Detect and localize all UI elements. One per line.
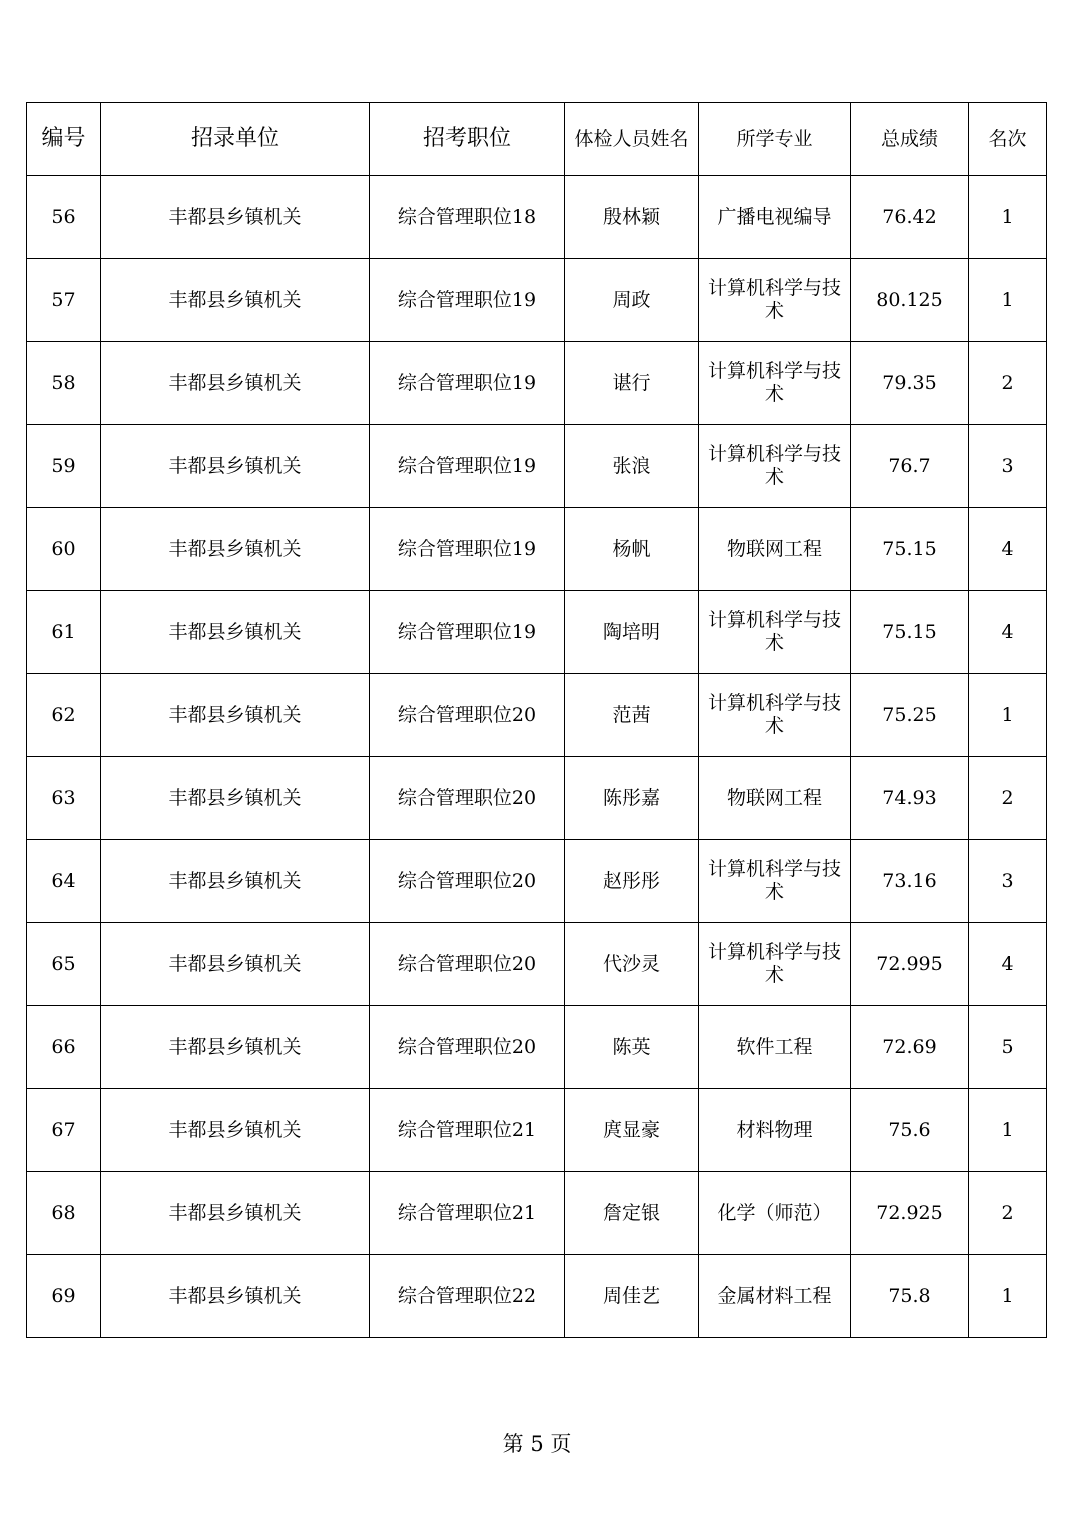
cell-rank: 1 [969,674,1047,757]
cell-recruiting-unit: 丰都县乡镇机关 [101,757,370,840]
table-row [27,1006,1047,1089]
table-row [27,1255,1047,1338]
cell-number: 68 [27,1172,101,1255]
cell-total-score: 75.8 [851,1255,969,1338]
cell-rank: 2 [969,342,1047,425]
cell-recruiting-unit: 丰都县乡镇机关 [101,176,370,259]
cell-total-score: 72.995 [851,923,969,1006]
cell-rank: 2 [969,1172,1047,1255]
cell-position: 综合管理职位21 [370,1089,565,1172]
header-recruiting-unit: 招录单位 [101,103,370,176]
table-row [27,176,1047,259]
cell-number: 58 [27,342,101,425]
cell-recruiting-unit: 丰都县乡镇机关 [101,425,370,508]
cell-total-score: 72.925 [851,1172,969,1255]
header-major: 所学专业 [699,103,851,176]
cell-recruiting-unit: 丰都县乡镇机关 [101,591,370,674]
cell-examinee-name: 陶培明 [565,591,699,674]
results-table [26,102,1047,1338]
cell-number: 59 [27,425,101,508]
cell-examinee-name: 杨帆 [565,508,699,591]
cell-major: 计算机科学与技术 [699,923,851,1006]
header-total-score: 总成绩 [851,103,969,176]
cell-recruiting-unit: 丰都县乡镇机关 [101,923,370,1006]
cell-examinee-name: 庹显豪 [565,1089,699,1172]
cell-number: 66 [27,1006,101,1089]
page-number: 第 5 页 [502,1432,572,1456]
cell-total-score: 76.42 [851,176,969,259]
cell-total-score: 73.16 [851,840,969,923]
cell-number: 62 [27,674,101,757]
cell-rank: 3 [969,840,1047,923]
cell-examinee-name: 詹定银 [565,1172,699,1255]
cell-recruiting-unit: 丰都县乡镇机关 [101,1006,370,1089]
cell-number: 65 [27,923,101,1006]
cell-total-score: 72.69 [851,1006,969,1089]
cell-major: 广播电视编导 [699,176,851,259]
header-number: 编号 [27,103,101,176]
table-row [27,840,1047,923]
cell-major: 软件工程 [699,1006,851,1089]
cell-number: 57 [27,259,101,342]
cell-rank: 1 [969,1255,1047,1338]
cell-major: 材料物理 [699,1089,851,1172]
cell-examinee-name: 范茜 [565,674,699,757]
cell-recruiting-unit: 丰都县乡镇机关 [101,1089,370,1172]
header-rank: 名次 [969,103,1047,176]
cell-recruiting-unit: 丰都县乡镇机关 [101,674,370,757]
cell-major: 金属材料工程 [699,1255,851,1338]
cell-total-score: 76.7 [851,425,969,508]
cell-recruiting-unit: 丰都县乡镇机关 [101,259,370,342]
cell-rank: 2 [969,757,1047,840]
cell-major: 物联网工程 [699,508,851,591]
cell-examinee-name: 代沙灵 [565,923,699,1006]
cell-position: 综合管理职位20 [370,840,565,923]
table-row [27,342,1047,425]
cell-recruiting-unit: 丰都县乡镇机关 [101,342,370,425]
cell-examinee-name: 殷林颖 [565,176,699,259]
cell-position: 综合管理职位20 [370,923,565,1006]
cell-major: 计算机科学与技术 [699,342,851,425]
cell-total-score: 80.125 [851,259,969,342]
cell-number: 64 [27,840,101,923]
header-position: 招考职位 [370,103,565,176]
cell-examinee-name: 周佳艺 [565,1255,699,1338]
cell-position: 综合管理职位20 [370,757,565,840]
cell-major: 计算机科学与技术 [699,674,851,757]
cell-total-score: 75.6 [851,1089,969,1172]
cell-major: 计算机科学与技术 [699,259,851,342]
cell-number: 67 [27,1089,101,1172]
cell-position: 综合管理职位22 [370,1255,565,1338]
cell-rank: 4 [969,923,1047,1006]
table-header [27,103,1047,176]
cell-total-score: 75.15 [851,591,969,674]
table-row [27,259,1047,342]
cell-recruiting-unit: 丰都县乡镇机关 [101,1172,370,1255]
table-row [27,591,1047,674]
cell-rank: 4 [969,591,1047,674]
cell-number: 69 [27,1255,101,1338]
cell-position: 综合管理职位18 [370,176,565,259]
cell-number: 61 [27,591,101,674]
table-row [27,923,1047,1006]
cell-number: 60 [27,508,101,591]
cell-major: 计算机科学与技术 [699,840,851,923]
table-row [27,674,1047,757]
cell-recruiting-unit: 丰都县乡镇机关 [101,508,370,591]
cell-total-score: 75.15 [851,508,969,591]
cell-rank: 1 [969,1089,1047,1172]
cell-position: 综合管理职位20 [370,674,565,757]
table-body [27,176,1047,1338]
cell-total-score: 75.25 [851,674,969,757]
cell-number: 63 [27,757,101,840]
cell-rank: 1 [969,176,1047,259]
cell-position: 综合管理职位21 [370,1172,565,1255]
table-row [27,1089,1047,1172]
cell-rank: 1 [969,259,1047,342]
cell-total-score: 79.35 [851,342,969,425]
cell-examinee-name: 张浪 [565,425,699,508]
cell-number: 56 [27,176,101,259]
cell-total-score: 74.93 [851,757,969,840]
cell-position: 综合管理职位19 [370,342,565,425]
cell-position: 综合管理职位19 [370,508,565,591]
cell-recruiting-unit: 丰都县乡镇机关 [101,1255,370,1338]
cell-position: 综合管理职位20 [370,1006,565,1089]
table-row [27,425,1047,508]
cell-position: 综合管理职位19 [370,425,565,508]
cell-major: 物联网工程 [699,757,851,840]
table-row [27,757,1047,840]
cell-rank: 3 [969,425,1047,508]
cell-major: 计算机科学与技术 [699,425,851,508]
header-examinee-name: 体检人员姓名 [565,103,699,176]
cell-major: 计算机科学与技术 [699,591,851,674]
cell-major: 化学（师范） [699,1172,851,1255]
header-row [27,103,1047,176]
cell-position: 综合管理职位19 [370,591,565,674]
cell-examinee-name: 陈英 [565,1006,699,1089]
cell-recruiting-unit: 丰都县乡镇机关 [101,840,370,923]
table-row [27,1172,1047,1255]
cell-rank: 4 [969,508,1047,591]
cell-examinee-name: 陈彤嘉 [565,757,699,840]
cell-rank: 5 [969,1006,1047,1089]
cell-examinee-name: 谌行 [565,342,699,425]
table-row [27,508,1047,591]
cell-examinee-name: 周政 [565,259,699,342]
cell-examinee-name: 赵彤彤 [565,840,699,923]
cell-position: 综合管理职位19 [370,259,565,342]
